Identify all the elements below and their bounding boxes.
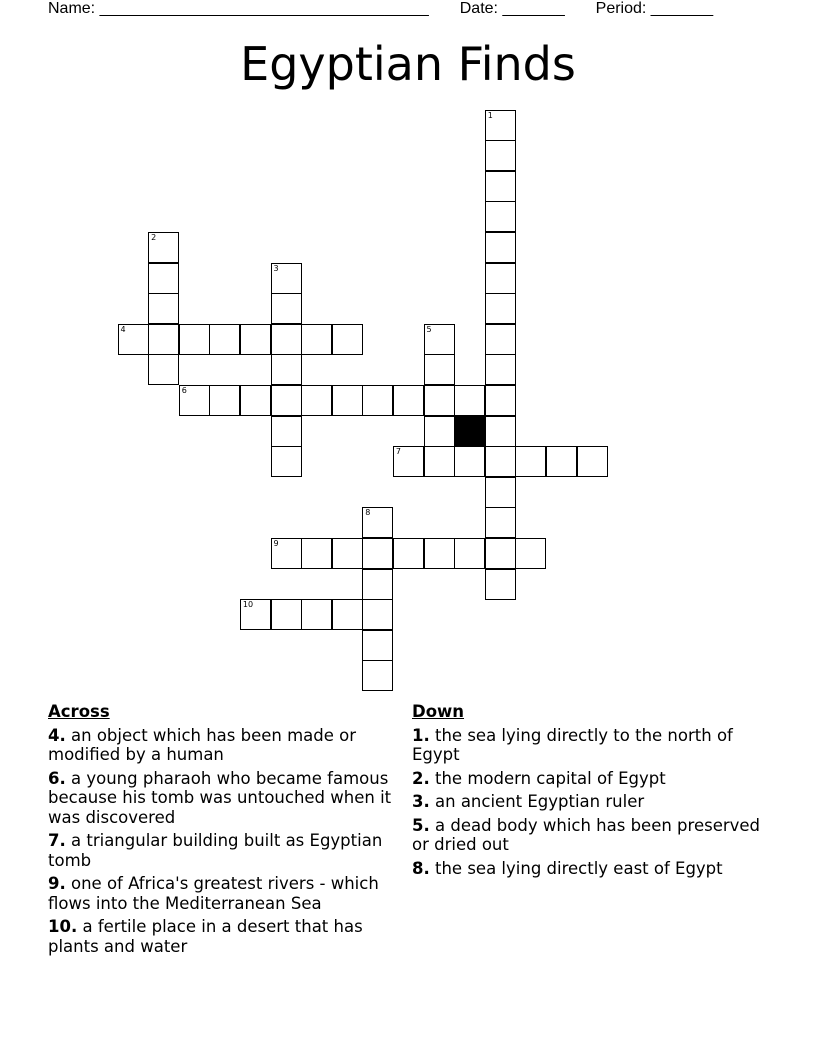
across-heading: Across (48, 702, 110, 721)
crossword-cell[interactable] (332, 385, 363, 416)
clue-text: an ancient Egyptian ruler (435, 792, 645, 811)
period-label: Period: (595, 0, 647, 17)
clue-number: 1 (487, 110, 493, 120)
crossword-cell[interactable] (240, 324, 271, 355)
down-clues (412, 702, 772, 882)
crossword-cell[interactable] (148, 293, 179, 324)
crossword-cell[interactable] (209, 385, 240, 416)
clue-number: 10 (242, 600, 254, 610)
crossword-cell[interactable] (515, 446, 546, 477)
crossword-cell[interactable] (209, 324, 240, 355)
clue-text: a triangular building built as Egyptian tomb (48, 831, 383, 870)
clue-number-label: 7. (48, 831, 66, 850)
down-heading: Down (412, 702, 465, 721)
crossword-cell[interactable] (362, 385, 393, 416)
period-field[interactable]: _______ (650, 0, 714, 17)
clue-number: 6 (181, 385, 187, 395)
crossword-cell[interactable] (362, 599, 393, 630)
crossword-cell[interactable] (271, 599, 302, 630)
clue-number-label: 3. (412, 792, 430, 811)
clue-text: the sea lying directly east of Egypt (435, 858, 723, 878)
blocked-cell (454, 416, 485, 447)
crossword-cell[interactable] (424, 446, 455, 477)
across-clue (48, 874, 408, 913)
crossword-cell[interactable] (332, 599, 363, 630)
crossword-cell[interactable] (271, 446, 302, 477)
clue-number-label: 2. (412, 768, 430, 788)
clue-text: the modern capital of Egypt (435, 768, 666, 788)
clue-number-label: 10. (48, 917, 78, 936)
across-clue-list (48, 726, 408, 957)
crossword-cell[interactable] (424, 354, 455, 385)
clue-text: a young pharaoh who became famous because his tomb was untouched when it was discovered (48, 768, 392, 827)
crossword-cell[interactable] (393, 538, 424, 569)
date-label: Date: (459, 0, 498, 17)
crossword-cell[interactable] (393, 446, 424, 477)
name-field[interactable]: _____________________________________ (99, 0, 429, 17)
clue-number: 9 (273, 538, 279, 548)
crossword-cell[interactable] (148, 263, 179, 294)
crossword-cell[interactable] (454, 446, 485, 477)
clue-number-label: 6. (48, 768, 66, 788)
crossword-cell[interactable] (362, 507, 393, 538)
crossword-cell[interactable] (271, 354, 302, 385)
crossword-cell[interactable] (485, 446, 516, 477)
crossword-cell[interactable] (301, 324, 332, 355)
clue-text: one of Africa's greatest rivers - which flows into the Mediterranean Sea (48, 874, 379, 913)
crossword-cell[interactable] (546, 446, 577, 477)
clue-text: a fertile place in a desert that has plants and water (48, 917, 363, 956)
clue-number: 4 (120, 324, 126, 334)
crossword-cell[interactable] (485, 354, 516, 385)
across-clue (48, 726, 408, 765)
crossword-cell[interactable] (485, 324, 516, 355)
crossword-cell[interactable] (362, 630, 393, 661)
crossword-cell[interactable] (424, 538, 455, 569)
clue-number: 2 (151, 232, 157, 242)
across-clue (48, 769, 408, 828)
crossword-cell[interactable] (271, 538, 302, 569)
crossword-cell[interactable] (362, 569, 393, 600)
crossword-cell[interactable] (485, 110, 516, 141)
across-clue (48, 917, 408, 956)
clue-number-label: 8. (412, 858, 430, 878)
crossword-cell[interactable] (301, 385, 332, 416)
crossword-cell[interactable] (148, 354, 179, 385)
crossword-cell[interactable] (454, 385, 485, 416)
crossword-cell[interactable] (332, 324, 363, 355)
crossword-cell[interactable] (271, 416, 302, 447)
clue-text: the sea lying directly to the north of Egypt (412, 725, 733, 764)
crossword-cell[interactable] (485, 201, 516, 232)
clue-text: an object which has been made or modified by a human (48, 725, 357, 764)
crossword-cell[interactable] (362, 660, 393, 691)
crossword-cell[interactable] (485, 140, 516, 171)
crossword-cell[interactable] (271, 385, 302, 416)
crossword-cell[interactable] (485, 293, 516, 324)
across-clue (48, 831, 408, 870)
clue-number: 8 (365, 508, 371, 518)
crossword-cell[interactable] (362, 538, 393, 569)
crossword-cell[interactable] (485, 385, 516, 416)
crossword-cell[interactable] (485, 171, 516, 202)
clue-number-label: 5. (412, 815, 430, 835)
date-field[interactable]: _______ (502, 0, 565, 17)
crossword-cell[interactable] (271, 324, 302, 355)
crossword-cell[interactable] (485, 416, 516, 447)
page-title: Egyptian Finds (240, 37, 576, 91)
crossword-cell[interactable] (240, 599, 271, 630)
clue-number-label: 4. (48, 725, 66, 745)
crossword-cell[interactable] (271, 263, 302, 294)
down-clue (412, 816, 772, 855)
crossword-cell[interactable] (148, 324, 179, 355)
crossword-cell[interactable] (485, 569, 516, 600)
crossword-cell[interactable] (485, 477, 516, 508)
down-clue (412, 859, 772, 879)
crossword-cell[interactable] (424, 324, 455, 355)
clue-text: a dead body which has been preserved or dried out (412, 815, 761, 854)
crossword-cell[interactable] (118, 324, 149, 355)
crossword-cell[interactable] (393, 385, 424, 416)
crossword-cell[interactable] (301, 538, 332, 569)
crossword-cell[interactable] (271, 293, 302, 324)
crossword-cell[interactable] (515, 538, 546, 569)
crossword-cell[interactable] (179, 385, 210, 416)
crossword-cell[interactable] (179, 324, 210, 355)
clue-number-label: 1. (412, 725, 430, 745)
crossword-cell[interactable] (485, 507, 516, 538)
down-clue (412, 726, 772, 765)
down-clue (412, 792, 772, 812)
clue-number: 7 (395, 447, 401, 457)
clue-number-label: 9. (48, 874, 66, 893)
crossword-cell[interactable] (424, 416, 455, 447)
crossword-cell[interactable] (485, 263, 516, 294)
clue-number: 5 (426, 324, 432, 334)
crossword-cell[interactable] (577, 446, 608, 477)
name-label: Name: (48, 0, 96, 17)
down-clue (412, 769, 772, 789)
crossword-cell[interactable] (240, 385, 271, 416)
crossword-cell[interactable] (148, 232, 179, 263)
crossword-cell[interactable] (424, 385, 455, 416)
crossword-cell[interactable] (485, 232, 516, 263)
down-clue-list (412, 726, 772, 879)
crossword-cell[interactable] (485, 538, 516, 569)
crossword-cell[interactable] (301, 599, 332, 630)
crossword-cell[interactable] (332, 538, 363, 569)
crossword-cell[interactable] (454, 538, 485, 569)
clue-number: 3 (273, 263, 279, 273)
across-clues (48, 702, 408, 960)
